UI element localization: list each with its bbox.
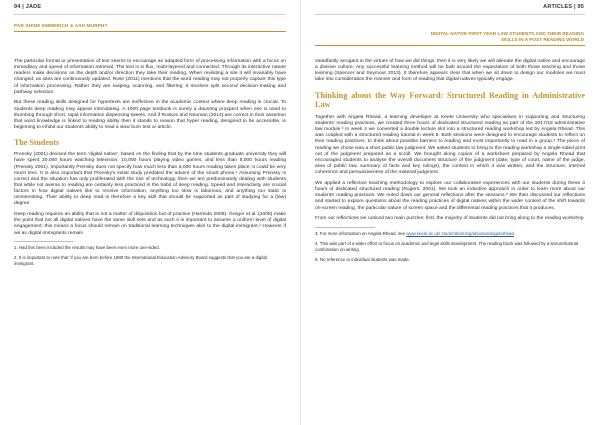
- footnote-5: 5. No reference to individual students was made.: [315, 256, 410, 262]
- section-heading-way-forward: Thinking about the Way Forward: Structured Reading in Administrative Law: [315, 90, 585, 110]
- right-paragraph-4: From our reflections we noticed two main puzzles: first, the majority of students did not bring along to the reading workshop: [315, 216, 584, 222]
- section-heading-students: The Students: [14, 138, 60, 148]
- left-paragraph-2: But these reading skills designed for hypertexts are ineffective in the academic context where deep reading is crucial. To students deep reading may appear intimidating. A 1000 page textbook is surely a daunting prospect when one is used to thumbing through short, rapid information dispensing tweets. And if Roskos and Neuman (2014) are correct in their assertion that word knowledge is linked to reading ability then it stands to reason that hyper reading, designed to be accessible, is beginning to inhibit our students ability to read a slow burn text or article.: [14, 100, 286, 131]
- right-page-header: ARTICLES | 95: [543, 4, 584, 10]
- left-page-header: 94 | JADE: [14, 4, 42, 10]
- footnote-3-end: .: [513, 230, 516, 236]
- footnote-1: 1. Had this been included the results may have been even more one-sided.: [14, 245, 160, 251]
- footnote-separator: [14, 241, 74, 242]
- right-title-rule: [315, 45, 585, 46]
- footnote-3-link[interactable]: www.keele.ac.uk/ studentlearning/aboutus/angelarhead: [406, 230, 514, 236]
- author-names: PAR SHINE EMMERICH & ASH MURPHY: [14, 23, 108, 28]
- left-paragraph-3: Prensky (2001) devised the term 'digital native', based on the finding that by the time students graduate university they will have spent 20,000 hours watching television, 10,000 hours playing video games, and less than 5,000 hours reading (Prensky 2001). Importantly Prensky does not specify how much less than 5,000 hours reading takes place; it could be very much less. It is also important that Prensky's initial study predated the advent of the smart phone.¹ Assuming Prensky is correct and the situation has only proliferated with the rise of technology, then we are predominantly dealing with students that while not averse to reading are certainly less practiced in the habit of deep reading. Speed and interactivity are crucial factors in how digital natives like to receive information, anything too slow is laborious, and anything too static is uninteresting. Their ability to deep read is therefore a key skill that should be supported as part of studying for a (law) degree.: [14, 152, 286, 207]
- left-author-rule: [14, 31, 286, 32]
- right-paragraph-1: steadfastly arrogant in the virtues of how we did things, then it is very likely we will alienate the digital native and encourage a divisive culture. Any successful learning method will be built around the expectation of both those teaching and those learning (Spencer and Seymour 2013). It therefore appears clear that when we sit down to design our modules we must take into consideration the manner and form of reading that digital natives typically engage.: [315, 59, 585, 83]
- right-header-rule: [315, 14, 585, 15]
- footnote-3: [315, 231, 585, 237]
- running-article-title: DIGITAL NATIVE FIRST YEAR LAW STUDENTS AND THEIR READING SKILLS IN A POST READING WORLD: [430, 31, 584, 42]
- footnote-2: 2. It is important to note that 'if you are born before 1980 the International Education Advisory Board suggests that you are a digital immigrant.: [14, 255, 267, 266]
- footnote-3-text: 3. For more information on Angela Rhead, see: [315, 230, 407, 236]
- right-page: [300, 0, 600, 425]
- right-paragraph-2: Together with Angela Rhead, a learning developer at Keele University who specialises in supporting and structuring students' reading practices, we created three hours of dedicated structured reading as part of the 2017/18 administrative law module.³ In week 4 we converted a double lecture slot into a structured reading workshop led by Angela Rhead. This was coupled with a structured reading tutorial in week 5. Both sessions were designed to encourage students to reflect on their reading practices, to think about possible barriers to reading and most importantly to read in a group.⁴ The piece of reading we chose was a short public law judgment. We asked students to bring to the reading workshop a single-sided print out of the judgment prepared as a scroll. We brought along copies of a worksheet prepared by Angela Rhead that encouraged students to analyse the overall document structure of the judgment (date, type of court, name of the judge, area of public law, summary of facts and key rulings), the context in which it was written, and the structure, internal coherence and persuasiveness of the material judgment.: [315, 114, 585, 176]
- left-paragraph-4: Deep reading requires an ability that is not a matter of disposition but of practice (Harmida 2009). Gregor et al. (2008) make the point that not all digital natives have the same skill sets and as such it is important to assume a uniform level of digital engagement; this means a focus should remain on traditional learning techniques akin to the digital immigrant.² However if we as digital immigrants remain: [14, 212, 286, 236]
- left-column-text: [14, 59, 286, 271]
- footnote-separator-right: [315, 227, 375, 228]
- left-header-rule: [14, 14, 286, 15]
- right-column-text: [315, 59, 585, 267]
- right-paragraph-3: We applied a reflective teaching methodology to explore our collaborative experiences with our students during these 3 hours of dedicated structured reading (Rogers, 2001). We took an inductive approach in order to learn more about our students' reading practices. We noted down our general reflections after the sessions.⁵ We then discussed our reflections and started to explore questions about the reading practices of digital natives within the wider context of the shift towards on-screen reading, the particular nature of screen space and the differential reading practices that it produces.: [315, 180, 585, 211]
- footnote-4: 4. This was part of a wider effort to focus on academic and legal skills development. The reading block was followed by a lecture/tutorial combination on writing.: [315, 240, 579, 252]
- left-paragraph-1: The particular format or presentation of text seems to encourage an adapted form of processing information with a focus on immediacy and speed of information retrieval. The text is in flux, multi-layered and connected. Through its interactive nature readers make decisions on the depth and/or direction they take their reading. When revisiting a site it will invariably have changed, as sites are continuously updated. Rose (2011) mentions that the word reading may not properly capture this type of information processing. Rather they are swiping, scanning, and filtering; it involves split second decision-making and pathway selection.: [14, 59, 286, 95]
